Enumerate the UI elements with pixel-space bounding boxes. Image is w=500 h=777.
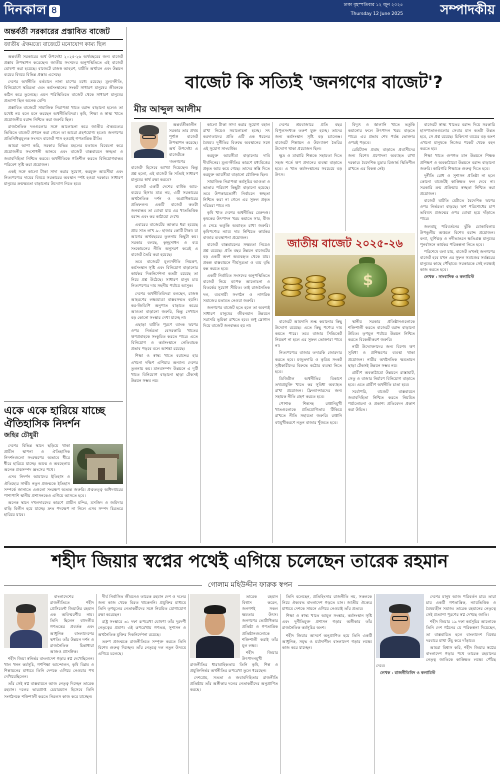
paragraph: দেশপ্রেম, সততা ও জবাবদিহিতার রাজনীতি প্রতিষ্ঠায় তাঁর অঙ্গীকার দলের নেতাকর্মীদের অনুপ্রাণিত করছে। [190, 675, 278, 693]
paragraph: দেশের অর্থনীতিবিদরা বলছেন, রাজস্ব আহরণের লক্ষ্যমাত্রা বাস্তবসম্মত হয়নি। কর-জিডিপি অনুপাত বাড়াতে করের আওতা বাড়ানো জরুরি, কিন্তু সেখানে বড় কোনো সংস্কার দেখা যাচ্ছে না। [131, 290, 198, 320]
dollar-sign-icon: $ [362, 271, 374, 289]
paragraph: সামাজিক নিরাপত্তা কর্মসূচির আওতা ও ভাতার পরিমাণ কিছুটা বাড়ানো হয়েছে। তবে উপকারভোগী নির্বাচনে স্বচ্ছতা নিশ্চিত করা না গেলে এর সুফল প্রকৃত দরিদ্ররা পাবে না। [203, 178, 270, 209]
article-headline: একে একে হারিয়ে যাচ্ছে ঐতিহাসিক নিদর্শন [4, 405, 106, 430]
paragraph: তিনি বলেছেন, প্রতিহিংসার রাজনীতি নয়, সকলকে নিয়ে ঐক্যবদ্ধ বাংলাদেশ গড়তে চান। জাতীয় ঐক্যের মাধ্যমে দেশকে সামনে এগিয়ে নেওয়াই তাঁর প্রত্যয়। [282, 594, 372, 612]
bottom-column-2 [98, 594, 186, 774]
bottom-column-4 [282, 594, 372, 774]
paragraph: আমরা আশা করি, সরকার বিভিন্ন মহলের মতামত বিবেচনা করে প্রয়োজনীয় সংশোধনী আনবে এবং বাজেট বাস্তবায়নে স্বচ্ছতা ও জবাবদিহিতা নিশ্চিত করবে। অর্থনীতিকে গতিশীল করতে বিনিয়োগবান্ধব পরিবেশ সৃষ্টি করা প্রয়োজন। [4, 143, 123, 167]
masthead-date [253, 2, 403, 19]
column-divider [417, 122, 418, 543]
paragraph: একই সঙ্গে কালো টাকা সাদা করার সুযোগ, করমুক্ত আয়সীমা এবং নিত্যপণ্যের দামের বিষয়ে সরকারের অবস্থান স্পষ্ট হওয়া দরকার। সাধারণ মানুষের ক্রয়ক্ষমতা বাড়ানোর উদ্যোগ নিতে হবে। [4, 168, 123, 186]
paragraph: কালো টাকা সাদা করার সুযোগ বহাল রাখা নিয়েও সমালোচনা হচ্ছে। সৎ করদাতাদের প্রতি এটি এক ধরনের বৈষম্য। দুর্নীতির বিরুদ্ধে অবস্থানের সঙ্গে এই সুযোগ সাংঘর্ষিক। [203, 122, 270, 152]
main-column-2 [203, 122, 270, 543]
paragraph: এছাড়া ঘাটতি পূরণে ব্যাংক ঋণের ওপর নির্ভরতা বেসরকারি খাতের ঋণপ্রবাহকে সংকুচিত করতে পারে। এতে বিনিয়োগ ও কর্মসংস্থানে নেতিবাচক প্রভাব পড়বে বলে আশঙ্কা রয়েছে। [131, 322, 198, 352]
paragraph: শহীদ জিয়ার ১৯ দফা কর্মসূচির আলোকে তিনি দেশ গঠনের যে পরিকল্পনা দিয়েছেন, তা বাস্তবায়িত হলে বাংলাদেশ বিশ্বের দরবারে মাথা উঁচু করে দাঁড়াবে। [426, 619, 496, 643]
section-title: সম্পাদকীয় [440, 3, 495, 18]
paragraph: দেশের শ্রমবাজারে প্রতি বছর বিপুলসংখ্যক তরুণ যুক্ত হচ্ছে। তাদের জন্য কর্মসংস্থান সৃষ্টি বড় চ্যালেঞ্জ। বাজেটে শিল্পায়ন ও উদ্যোক্তা তৈরির উদ্যোগ থাকা প্রয়োজন ছিল। [275, 122, 342, 152]
paragraph: অনেক স্থানে দখলদারদের কারণে প্রাচীন মন্দির, মসজিদ ও জমিদার বাড়ি বিলীন হয়ে যাচ্ছে। দ্রুত পদক্ষেপ না নিলে এসব সম্পদ চিরতরে হারিয়ে যাবে। [4, 499, 123, 518]
paragraph: একটি নির্বাচিত সংসদের অনুপস্থিতিতে বাজেট নিয়ে ব্যাপক আলোচনা ও বিতর্কের সুযোগ সীমিত। তাই রাজনৈতিক দল, ব্যবসায়ী সংগঠন ও নাগরিক সমাজের মতামত নেওয়া জরুরি। [203, 273, 270, 303]
article-author: জহির চৌধুরী [4, 431, 39, 439]
paragraph: গ্রামীণ অবকাঠামো উন্নয়নে রাস্তাঘাট, সেতু ও বাজার নির্মাণে বিনিয়োগ বাড়াতে হবে। এতে গ্রামীণ অর্থনীতি চাঙা হবে। [348, 369, 415, 387]
paragraph: দুর্নীতি রোধ ও সুশাসন প্রতিষ্ঠা না হলে কোনো বাজেটই কাঙ্ক্ষিত ফল দেবে না। সরকারি ক্রয় প্রক্রিয়ায় স্বচ্ছতা নিশ্চিত করা প্রয়োজন। [420, 172, 495, 197]
date-bangla: ঢাকা বৃহস্পতিবার ১২ জুন ২০২৫ [343, 3, 403, 8]
paragraph: শিক্ষা ও স্বাস্থ্য খাতে আমূল সংস্কার, কর্মসংস্থান সৃষ্টি এবং দুর্নীতিমুক্ত প্রশাসন গড়ার অঙ্গীকার তাঁর রাজনৈতিক কর্মসূচির অংশ। [282, 613, 372, 631]
paragraph: রেমিট্যান্স প্রবাহ বাড়াতে প্রবাসীদের জন্য বিশেষ প্রণোদনা অব্যাহত রাখা দরকার। বৈদেশিক মুদ্রার রিজার্ভ স্থিতিশীল রাখতে এর বিকল্প নেই। [348, 147, 415, 171]
page-number-badge: ৪ [50, 5, 58, 16]
main-byline: মীর আব্দুল আলীম [134, 105, 202, 115]
paragraph: নিত্যপণ্যের বাজার তদারকি জোরদার করতে হবে। মজুতদারি ও কৃত্রিম সংকট সৃষ্টিকারীদের বিরুদ্ধে কঠোর ব্যবস্থা নিতে হবে। [275, 350, 342, 374]
paragraph: বাজেটে স্বাস্থ্য খাতের বরাদ্দ দিয়ে সরকারি হাসপাতালগুলোর সেবার মান কতটা উন্নত হবে, সে প্রশ্ন রয়েছে। চিকিৎসা ব্যয়ের বড় অংশ এখনো মানুষকে নিজের পকেট থেকে বহন করতে হয়। [420, 122, 495, 152]
banner-title: জাতীয় বাজেট ২০২৫-২৬ [275, 233, 415, 255]
paragraph: নারী উদ্যোক্তাদের জন্য বিশেষ ঋণ সুবিধা ও প্রশিক্ষণের ব্যবস্থা থাকা প্রয়োজন। নারীর অর্থনৈতিক ক্ষমতায়ন ছাড়া টেকসই উন্নয়ন সম্ভব নয়। [348, 344, 415, 368]
bottom-byline-wrap [4, 580, 496, 590]
section-divider [4, 546, 496, 548]
byline-divider [134, 118, 494, 119]
paragraph: দেশের অর্থনীতি বর্তমানে নানা চাপের মধ্যে রয়েছে। মূল্যস্ফীতি, বিনিয়োগে স্থবিরতা এবং কর্মসংস্থানের সংকট সাধারণ মানুষের জীবনকে কঠিন করে তুলেছে। এমন পরিস্থিতিতে বাজেট থেকে সাধারণ মানুষের প্রত্যাশা ছিল অনেক বেশি। [4, 79, 123, 103]
paragraph: করমুক্ত আয়সীমা বাড়ানোর দাবি দীর্ঘদিনের। মূল্যস্ফীতির কারণে মধ্যবিত্তের প্রকৃত আয় কমে গেছে। তাদের স্বস্তি দিতে করমুক্ত আয়সীমা বাড়ানো যৌক্তিক ছিল। [203, 153, 270, 177]
paragraph: রাষ্ট্র সংস্কারে ৩১ দফা রূপরেখা ঘোষণা তাঁর দূরদর্শী নেতৃত্বের প্রমাণ। এই রূপরেখায় গণতন্ত্র, সুশাসন ও অর্থনৈতিক মুক্তির দিকনির্দেশনা রয়েছে। [98, 619, 186, 637]
paragraph: বাজেট বাস্তবায়নের সক্ষমতা নিয়েও প্রশ্ন রয়েছে। প্রতি বছর উন্নয়ন বাজেটের বড় একটি অংশ অব্যবহৃত থেকে যায়। প্রকল্প বাস্তবায়নে দীর্ঘসূত্রতা ও ব্যয় বৃদ্ধি বন্ধ করতে হবে। [203, 241, 270, 272]
paragraph: বাজেট একটি দেশের বার্ষিক আয়-ব্যয়ের হিসাব মাত্র নয়, এটি সরকারের অর্থনৈতিক দর্শন ও অগ্রাধিকারের প্রতিফলন। একটি বাজেট কতটা জনবান্ধব তা বোঝা যায় এর খাতভিত্তিক বরাদ্দ এবং কর কাঠামো দেখে। [131, 183, 198, 220]
author-note: লেখক : সাংবাদিক ও কলামিস্ট [424, 274, 475, 280]
paragraph: শহীদ জিয়া স্বনির্ভর বাংলাদেশ গড়ার স্বপ্ন দেখেছিলেন। খাল খনন কর্মসূচি, গণশিক্ষা আন্দোলন, কৃষি বিপ্লব ও শিল্পায়নের মাধ্যমে তিনি দেশকে এগিয়ে নেওয়ার পথ দেখিয়েছিলেন। [4, 655, 94, 680]
column-divider [96, 594, 97, 774]
paragraph: প্রস্তাবিত বাজেটে সামাজিক নিরাপত্তা খাতে বরাদ্দ বাড়ানো হলেও তা যথেষ্ট নয় বলে মনে করছেন অর্থনীতিবিদরা। কৃষি, শিক্ষা ও স্বাস্থ্য খাতে প্রয়োজনীয় বরাদ্দ নিশ্চিত করা জরুরি ছিল। [4, 104, 123, 122]
left-column [4, 27, 123, 544]
paragraph: এবারের বাজেটের আকার ধরা হয়েছে প্রায় সাত লাখ ৯০ হাজার কোটি টাকা। যা আগের অর্থবছরের তুলনায় কিছুটা কম। সরকার বলছে, কৃচ্ছ্রসাধন ও ব্যয় সংকোচনের নীতি অনুসরণ করেই এ বাজেট তৈরি করা হয়েছে। [131, 221, 198, 257]
bottom-headline: শহীদ জিয়ার স্বপ্নের পথেই এগিয়ে চলেছেন তারেক রহমান [51, 552, 449, 572]
paragraph: ডিজিটাল অর্থনীতির বিকাশে তথ্যপ্রযুক্তি খাতে কর সুবিধা অব্যাহত রাখা প্রয়োজন। ফ্রিল্যান্সারদের জন্য সহায়ক নীতি গ্রহণ করতে হবে। [275, 375, 342, 400]
coins-illustration [275, 255, 415, 316]
portrait-photo-2 [190, 594, 240, 658]
paragraph: রাজনৈতিক দলগুলোর সঙ্গে আলোচনা করে জাতীয় ঐকমত্যের ভিত্তিতে বাজেট প্রণয়ন করা গেলে তা আরো গ্রহণযোগ্য হতো। জনগণের প্রতিনিধিত্বমূলক সংসদে বাজেট পাস হওয়াই গণতান্ত্রিক রীতি। [4, 124, 123, 142]
main-column-4-top [348, 122, 415, 231]
bottom-byline: গোলাম মহিউদ্দীন ফারুক স্বপন [202, 581, 298, 589]
column-divider [200, 122, 201, 543]
heritage-building-photo [73, 444, 123, 484]
main-column-4-bottom [348, 319, 415, 543]
main-column-5 [420, 122, 495, 543]
portrait-photo-3 [376, 594, 424, 658]
author-photo [131, 122, 167, 158]
paragraph: শিক্ষা খাতে গুণগত মান উন্নয়নে শিক্ষক প্রশিক্ষণ ও অবকাঠামো উন্নয়নে বরাদ্দ বাড়ানো জরুরি। কারিগরি শিক্ষাকে গুরুত্ব দিতে হবে। [420, 153, 495, 171]
paragraph: সর্বোপরি, বাজেট বাস্তবায়নে জবাবদিহিতা নিশ্চিত করতে নিয়মিত পর্যালোচনা ও প্রকাশ্য প্রতিবেদন প্রকাশ করা উচিত। [348, 389, 415, 413]
column-divider [280, 594, 281, 774]
paragraph: পোশাক শিল্পসহ রপ্তানিমুখী খাতগুলোকে প্রতিযোগিতায় টিকিয়ে রাখতে নীতি সহায়তা জরুরি। রপ্তানি বহুমুখীকরণে নতুন বাজার খুঁজতে হবে। [275, 401, 342, 425]
main-headline: বাজেট কি সত্যিই 'জনগণের বাজেট'? [185, 73, 443, 93]
paragraph: বাজেটে আমদানি শুল্ক কমানোর কিছু উদ্যোগ রয়েছে। এতে কিছু পণ্যের দাম কমতে পারে। তবে বাজার সিন্ডিকেট নিয়ন্ত্রণ না হলে এর সুফল ভোক্তারা পাবে না। [275, 319, 342, 349]
paragraph: বাজেট ঘাটতি মেটাতে বৈদেশিক ঋণের ওপর নির্ভরতা বাড়ছে। ঋণ পরিশোধের চাপ ভবিষ্যৎ প্রজন্মের ওপর বোঝা হয়ে দাঁড়াতে পারে। [420, 198, 495, 222]
newspaper-logo: দিনকাল ৪ [4, 3, 58, 18]
paragraph: জলবায়ু পরিবর্তনের ঝুঁকি মোকাবিলায় উপকূলীয় অঞ্চলে বিশেষ বরাদ্দ প্রয়োজন। বন্যা, ঘূর্ণিঝড় ও নদীভাঙনে ক্ষতিগ্রস্ত মানুষের পুনর্বাসনে কার্যকর পরিকল্পনা নিতে হবে। [420, 223, 495, 247]
main-column-3-top [275, 122, 342, 231]
paragraph: অন্তর্বর্তী সরকারের অর্থ উপদেষ্টা ২০২৫-২৬ অর্থবছরের জন্য বাজেট প্রস্তাব উপস্থাপন করেছেন। জাতীয় সংসদের অনুপস্থিতিতে এই বাজেট ঘোষণা করা হয়েছে। বাজেটে রাজস্ব আহরণ, ঘাটতি অর্থায়ন এবং উন্নয়ন ব্যয়ের বিষয়ে বিভিন্ন প্রস্তাব এসেছে। [4, 54, 123, 78]
column-divider [345, 122, 346, 231]
column-divider [345, 319, 346, 543]
paragraph: দেশের বিভিন্ন স্থানে ছড়িয়ে থাকা প্রাচীন স্থাপনা ও ঐতিহাসিক নিদর্শনগুলো সংরক্ষণের অভাবে ধীরে ধীরে হারিয়ে যাচ্ছে। অযত্ন ও অবহেলায় অনেক প্রত্নসম্পদ ধ্বংসের পথে। [4, 443, 70, 473]
paragraph: বিদ্যুৎ ও জ্বালানি খাতে ভর্তুকি কমানোর ফলে উৎপাদন খরচ বাড়তে পারে। এর প্রভাব শেষ পর্যন্ত ভোক্তার ওপরই পড়বে। [348, 122, 415, 146]
article-body [4, 443, 123, 544]
editorial-subhead: জাতীয় ঐকমত্যে বাজেটে মনোযোগ কাম্য ছিল [4, 39, 123, 51]
paragraph: শিক্ষা ও স্বাস্থ্য খাতে বরাদ্দের হার এখনো দক্ষিণ এশিয়ার অন্যান্য দেশের তুলনায় কম। মানবসম্পদ উন্নয়নে এ দুটি খাতে বিনিয়োগ বাড়ানো ছাড়া টেকসই উন্নয়ন সম্ভব নয়। [131, 353, 198, 383]
paragraph: দেশের মানুষ আজ পরিবর্তন চায়। তারা চায় একটি গণতান্ত্রিক, ন্যায়ভিত্তিক ও বৈষম্যহীন সমাজ। তারেক রহমানের নেতৃত্বে সেই প্রত্যাশা পূরণের স্বপ্ন দেখছে জাতি। [426, 594, 496, 618]
paragraph: ক্ষুদ্র ও মাঝারি শিল্পকে সহায়তা দিতে সহজ শর্তে ঋণ প্রদানের ব্যবস্থা বাড়াতে হবে। এ খাত কর্মসংস্থানের সবচেয়ে বড় উৎস। [275, 153, 342, 177]
column-divider [188, 594, 189, 774]
column-divider [126, 27, 127, 544]
date-english: Thursday 12 June 2025 [350, 11, 403, 17]
main-column-3-bottom [275, 319, 342, 543]
budget-banner-image [275, 233, 415, 316]
paragraph: কৃষি খাত দেশের অর্থনীতির মেরুদণ্ড। কৃষকের উৎপাদন খরচ কমাতে সার, বীজ ও সেচে ভর্তুকি অব্যাহত রাখা জরুরি। কৃষিপণ্যের ন্যায্য দাম নিশ্চিতে কার্যকর বাজার ব্যবস্থাপনা প্রয়োজন। [203, 210, 270, 240]
main-column-1 [131, 122, 198, 543]
paragraph: শহীদ জিয়ার উৎপাদনমুখী রাজনীতির ধারাবাহিকতায় তিনি কৃষি, শিল্প ও প্রযুক্তিনির্ভর অর্থনীতির রূপরেখা তুলে ধরেছেন। [190, 649, 278, 674]
column-divider [272, 122, 273, 543]
paragraph: জনগণের বাজেট হতে হলে তা অবশ্যই সাধারণ মানুষের জীবনমান উন্নয়নে সরাসরি ভূমিকা রাখতে হবে। শুধু স্লোগান দিয়ে বাজেট জনবান্ধব হয় না। [203, 304, 270, 328]
paragraph: আমরা বিশ্বাস করি, শহীদ জিয়ার স্বপ্নের বাংলাদেশ গড়ার পথে তারেক রহমানের নেতৃত্ব জাতিকে কাঙ্ক্ষিত লক্ষ্যে পৌঁছে দেবে। [376, 644, 496, 669]
masthead [0, 0, 500, 22]
divider [4, 401, 123, 402]
editorial-body [4, 54, 123, 397]
paragraph: পরিশেষে বলা যায়, বাজেট তখনই জনগণের বাজেট হবে যখন এর সুফল সমাজের সর্বস্তরের মানুষের কাছে পৌঁছাবে। সরকারকে সেই লক্ষ্যেই কাজ করতে হবে। [420, 248, 495, 273]
paragraph: শহীদ জিয়ার আদর্শে অনুপ্রাণিত হয়ে তিনি একটি আধুনিক, সমৃদ্ধ ও মর্যাদাশীল বাংলাদেশ গড়ার লক্ষ্যে কাজ করে যাচ্ছেন। [282, 632, 372, 650]
portrait-photo-1 [4, 594, 48, 648]
editorial-headline: অন্তর্বর্তী সরকারের প্রস্তাবিত বাজেট [4, 27, 110, 36]
paragraph: তাঁর সেই স্বপ্ন বাস্তবায়নে আজ নেতৃত্ব দিচ্ছেন তারেক রহমান। দলের ভারপ্রাপ্ত চেয়ারম্যান হিসেবে তিনি সংগঠনকে শক্তিশালী করতে নিরলস কাজ করে যাচ্ছেন। [4, 681, 94, 699]
paragraph: বাংলাদেশের রাজনীতিতে শহীদ প্রেসিডেন্ট জিয়াউর রহমান এক অবিস্মরণীয় নাম। তিনি ছিলেন বহুদলীয় গণতন্ত্রের প্রবর্তক এবং আধুনিক বাংলাদেশের স্থপতি। তাঁর উন্নয়ন দর্শন ও রাজনৈতিক চিন্তাধারা আজও প্রাসঙ্গিক। [50, 594, 94, 654]
paragraph: এসব নিদর্শন আমাদের ইতিহাস ও ঐতিহ্যের সাক্ষী। নতুন প্রজন্মকে ইতিহাস সম্পর্কে জানাতে এগুলো সংরক্ষণ অত্যন্ত জরুরি। প্রত্নতত্ত্ব অধিদপ্তরের পাশাপাশি স্থানীয় প্রশাসনকেও এগিয়ে আসতে হবে। [4, 474, 123, 498]
paragraph: দীর্ঘ নির্বাসিত জীবনেও তারেক রহমান দেশ ও দলের জন্য কাজ থেকে বিরত থাকেননি। প্রযুক্তির মাধ্যমে তিনি তৃণমূলের নেতাকর্মীদের সঙ্গে নিয়মিত যোগাযোগ রক্ষা করেছেন। [98, 594, 186, 618]
author-note: লেখক : রাজনীতিবিদ ও কলামিস্ট [380, 670, 436, 676]
paragraph: অন্তর্বর্তীকালীন সরকার তার প্রথম পূর্ণাঙ্গ বাজেট উপস্থাপন করেছে। অর্থ উপদেষ্টা এ বাজেটকে 'জনগণের বাজেট' হিসেবে আখ্যা দিয়েছেন। কিন্তু প্রশ্ন হলো, এই বাজেট কি সত্যিই সাধারণ মানুষের স্বার্থ রক্ষা করবে? [131, 122, 198, 182]
paragraph: স্থানীয় সরকার প্রতিষ্ঠানগুলোকে শক্তিশালী করতে বাজেটে বরাদ্দ বাড়ানো উচিত। তৃণমূল পর্যায়ে উন্নয়ন নিশ্চিত করতে বিকেন্দ্রীকরণ জরুরি। [348, 319, 415, 343]
paragraph: তবে বাজেটে মূল্যস্ফীতি নিয়ন্ত্রণ, কর্মসংস্থান সৃষ্টি এবং বিনিয়োগ বাড়ানোর কার্যকর দিকনির্দেশনা কতটা রয়েছে তা নিয়ে প্রশ্ন উঠেছে। সাধারণ মানুষ চায় নিত্যপণ্যের দাম সহনীয় পর্যায়ে আসুক। [131, 259, 198, 289]
paragraph: তারেক রহমান বিশ্বাস করেন, জনগণই সকল ক্ষমতার উৎস। জনগণের ভোটাধিকার প্রতিষ্ঠা ও গণতান্ত্রিক প্রতিষ্ঠানগুলোকে শক্তিশালী করাই তাঁর মূল লক্ষ্য। [242, 594, 278, 648]
paragraph: তরুণ প্রজন্মকে রাজনীতিতে সম্পৃক্ত করতে তিনি বিশেষ গুরুত্ব দিচ্ছেন। তাঁর নেতৃত্বে দল নতুন উদ্যমে এগিয়ে চলেছে। [98, 638, 186, 656]
column-divider [374, 594, 375, 774]
